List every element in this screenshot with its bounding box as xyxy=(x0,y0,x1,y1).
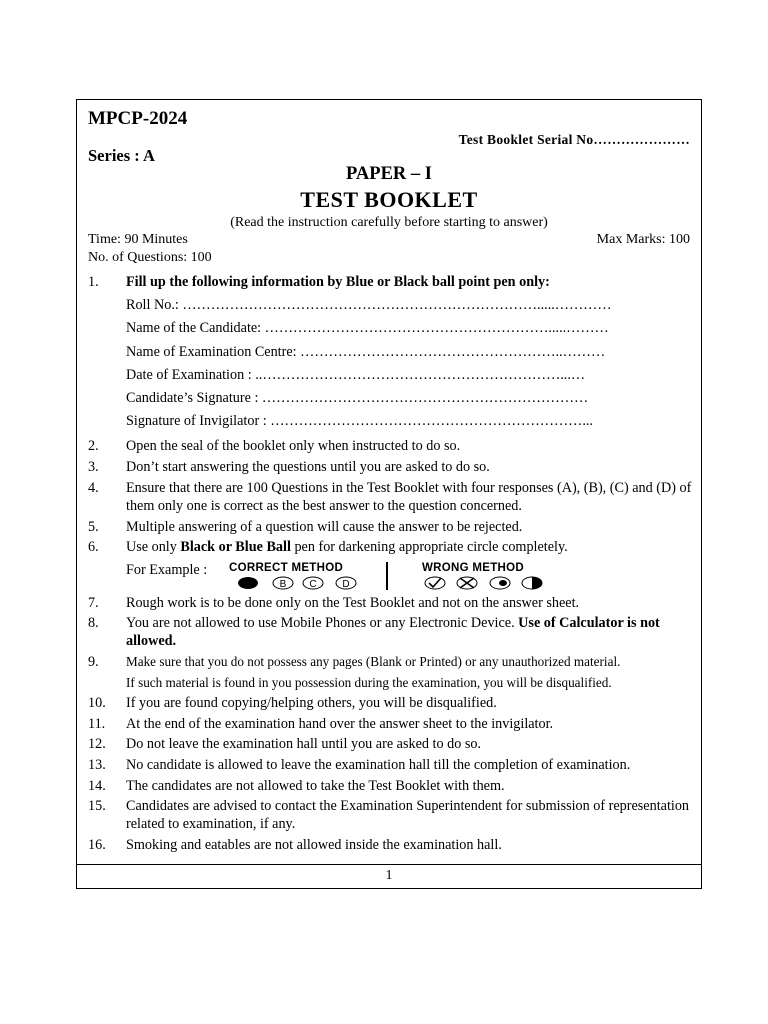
paper-title: PAPER – I xyxy=(346,164,432,184)
exam-date-field: Date of Examination : ..………………………………………………………...… xyxy=(126,367,586,383)
item-number: 1. xyxy=(88,274,99,290)
roll-number-field: Roll No.: ………………………………………………………………….....………… xyxy=(126,297,612,313)
item-number: 16. xyxy=(88,837,106,853)
bubble-b-letter: B xyxy=(279,579,287,590)
example-label: For Example : xyxy=(126,562,208,578)
item-number: 13. xyxy=(88,757,106,773)
wrong-method-title: WRONG METHOD xyxy=(422,562,524,574)
item-text: Smoking and eatables are not allowed inside the examination hall. xyxy=(126,837,502,853)
item-number: 4. xyxy=(88,480,99,496)
item-text: Fill up the following information by Blue or Black ball point pen only: xyxy=(126,274,550,290)
booklet-serial-number: Test Booklet Serial No………………… xyxy=(458,132,690,147)
exam-centre-field: Name of Examination Centre: ………………………………………………..……… xyxy=(126,344,606,360)
invigilator-signature-field: Signature of Invigilator : …………………………………………………………... xyxy=(126,413,593,429)
item-text: Rough work is to be done only on the Test Booklet and not on the answer sheet. xyxy=(126,595,580,611)
page-number: 1 xyxy=(385,868,393,883)
cross-icon xyxy=(460,578,474,588)
number-of-questions: No. of Questions: 100 xyxy=(88,250,212,265)
item-number: 10. xyxy=(88,695,106,711)
item-number: 3. xyxy=(88,459,99,475)
item-text xyxy=(126,538,692,556)
item-text: Make sure that you do not possess any pages (Blank or Printed) or any unauthorized material. xyxy=(126,654,621,669)
test-booklet-page xyxy=(76,99,702,889)
item-number: 9. xyxy=(88,654,99,670)
candidate-signature-field: Candidate’s Signature : …………………………………………………………… xyxy=(126,390,589,406)
item-text: Candidates are advised to contact the Examination Superintendent for submission of representation related to examination, if any. xyxy=(126,798,690,832)
item-text: At the end of the examination hand over the answer sheet to the invigilator. xyxy=(126,716,554,732)
item-text-bold: Use of Calculator is not allowed. xyxy=(126,615,660,649)
item-number: 2. xyxy=(88,438,99,454)
max-marks: Max Marks: 100 xyxy=(596,232,690,247)
instruction-note: (Read the instruction carefully before starting to answer) xyxy=(230,215,548,230)
item-text: No candidate is allowed to leave the examination hall till the completion of examination. xyxy=(126,757,631,773)
item-text: Multiple answering of a question will cause the answer to be rejected. xyxy=(126,519,523,535)
item-text: If you are found copying/helping others, you will be disqualified. xyxy=(126,695,497,711)
item-text: Ensure that there are 100 Questions in the Test Booklet with four responses (A), (B), (C) and (D) of them only one is correct as the best answer to the question concerned. xyxy=(126,480,692,514)
dot-icon xyxy=(499,580,507,586)
item-number: 14. xyxy=(88,778,106,794)
item-text: The candidates are not allowed to take the Test Booklet with them. xyxy=(126,778,505,794)
correct-bubbles xyxy=(227,575,367,593)
item-number: 6. xyxy=(88,539,99,555)
item-number: 15. xyxy=(88,798,106,814)
series-label: Series : A xyxy=(88,146,155,165)
item-text: Open the seal of the booklet only when instructed to do so. xyxy=(126,438,461,454)
tick-bubble-icon xyxy=(425,577,445,589)
footer-divider xyxy=(77,864,701,865)
item-number: 7. xyxy=(88,595,99,611)
booklet-title: TEST BOOKLET xyxy=(300,187,478,212)
item-text-part: Use only xyxy=(126,539,181,555)
wrong-bubbles xyxy=(420,575,550,593)
candidate-name-field: Name of the Candidate: …………………………………………………….....……… xyxy=(126,320,609,336)
item-text-part: pen for darkening appropriate circle completely. xyxy=(290,539,568,555)
item-text xyxy=(126,614,692,650)
item-number: 8. xyxy=(88,615,99,631)
item-text: Do not leave the examination hall until you are asked to do so. xyxy=(126,736,481,752)
item-text-bold: Black or Blue Ball xyxy=(180,539,291,555)
filled-bubble-icon xyxy=(238,577,258,589)
tick-icon xyxy=(429,578,441,587)
exam-code: MPCP-2024 xyxy=(88,108,188,129)
item-number: 5. xyxy=(88,519,99,535)
item-text-part: You are not allowed to use Mobile Phones or any Electronic Device. xyxy=(126,615,519,631)
correct-method-title: CORRECT METHOD xyxy=(229,562,344,574)
exam-time: Time: 90 Minutes xyxy=(88,232,188,247)
item-number: 12. xyxy=(88,736,106,752)
half-fill-icon xyxy=(532,577,542,589)
item-text: If such material is found in you possession during the examination, you will be disqualified. xyxy=(126,675,612,690)
item-text: Don’t start answering the questions until you are asked to do so. xyxy=(126,459,490,475)
item-number: 11. xyxy=(88,716,106,732)
bubble-d-letter: D xyxy=(342,579,350,590)
method-divider xyxy=(386,562,388,590)
bubble-c-letter: C xyxy=(309,579,317,590)
